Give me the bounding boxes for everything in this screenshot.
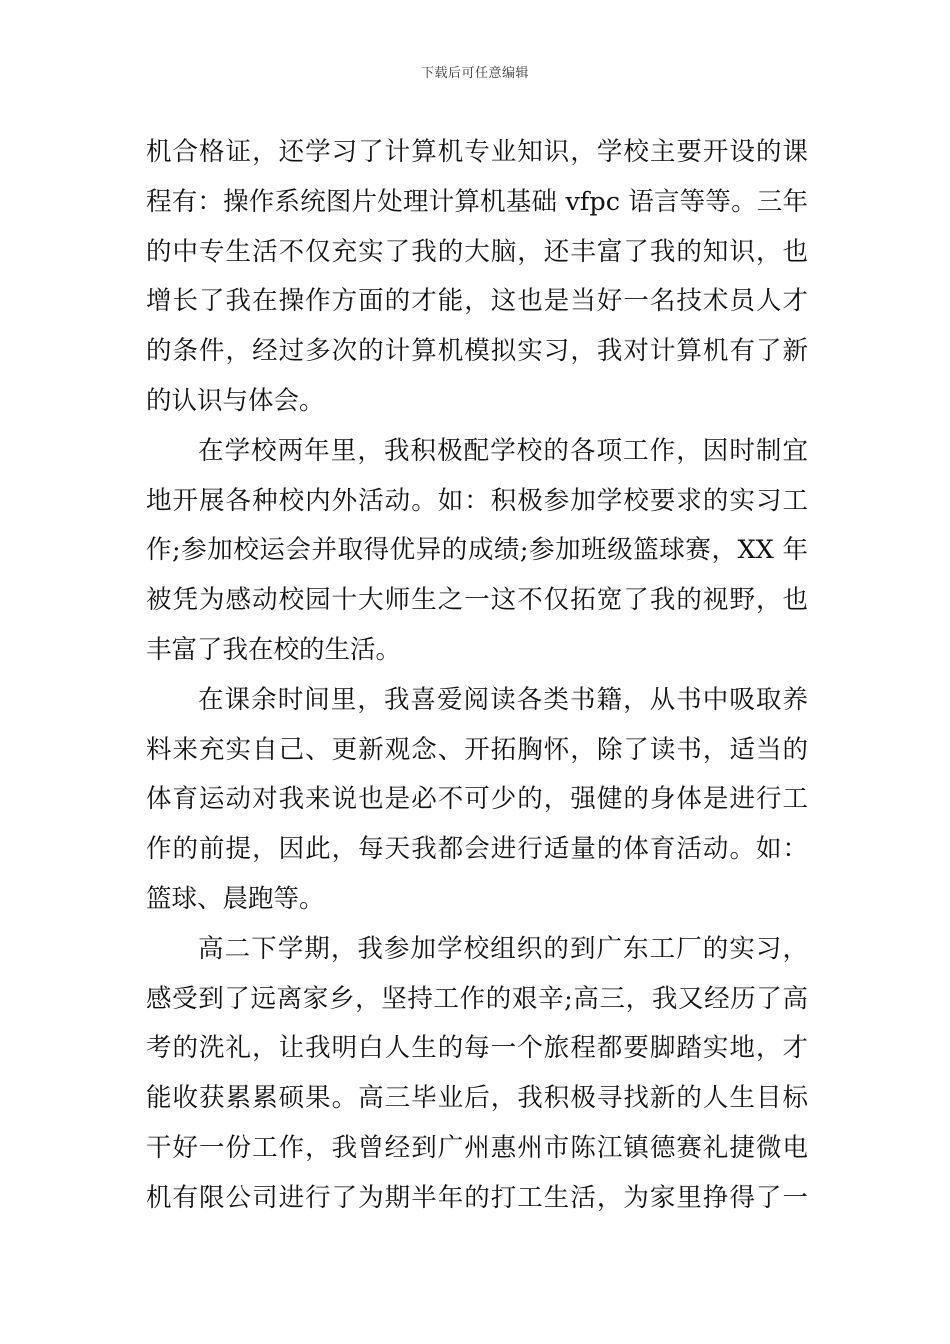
text-line: 丰富了我在校的生活。 xyxy=(146,634,402,665)
paragraph xyxy=(146,676,808,925)
text-line: 的认识与体会。 xyxy=(146,385,325,416)
paragraph xyxy=(146,925,808,1224)
text-line: 体育运动对我来说也是必不可少的，强健的身体是进行工 xyxy=(146,784,808,815)
text-line: 的条件，经过多次的计算机模拟实习，我对计算机有了新 xyxy=(146,336,808,367)
text-line: 考的洗礼，让我明白人生的每一个旅程都要脚踏实地，才 xyxy=(146,1033,808,1064)
paragraph xyxy=(146,427,808,676)
text-line: 机有限公司进行了为期半年的打工生活，为家里挣得了一 xyxy=(146,1182,808,1213)
text-line: 地开展各种校内外活动。如：积极参加学校要求的实习工 xyxy=(146,485,808,516)
text-line: 增长了我在操作方面的才能，这也是当好一名技术员人才 xyxy=(146,286,808,317)
page-header: 下载后可任意编辑 xyxy=(420,66,529,81)
text-line: 干好一份工作，我曾经到广州惠州市陈江镇德赛礼捷微电 xyxy=(146,1132,808,1163)
text-line: 料来充实自己、更新观念、开拓胸怀，除了读书，适当的 xyxy=(146,734,808,765)
text-line: 作的前提，因此，每天我都会进行适量的体育活动。如： xyxy=(146,834,808,865)
document-body xyxy=(146,128,808,1224)
text-line: 机合格证，还学习了计算机专业知识，学校主要开设的课 xyxy=(146,137,808,167)
text-line: 高二下学期，我参加学校组织的到广东工厂的实习， xyxy=(198,933,808,964)
text-line: 能收获累累硕果。高三毕业后，我积极寻找新的人生目标 xyxy=(146,1083,808,1114)
text-line: 程有：操作系统图片处理计算机基础 vfpc 语言等等。三年 xyxy=(146,186,808,217)
text-line: 的中专生活不仅充实了我的大脑，还丰富了我的知识，也 xyxy=(146,236,808,267)
text-line: 被凭为感动校园十大师生之一这不仅拓宽了我的视野，也 xyxy=(146,585,808,616)
text-line: 感受到了远离家乡，坚持工作的艰辛;高三，我又经历了高 xyxy=(146,983,808,1014)
text-line: 作;参加校运会并取得优异的成绩;参加班级篮球赛，XX 年 xyxy=(146,535,808,566)
paragraph xyxy=(146,128,808,427)
text-line: 在学校两年里，我积极配学校的各项工作，因时制宜 xyxy=(198,435,808,466)
text-line: 在课余时间里，我喜爱阅读各类书籍，从书中吸取养 xyxy=(198,684,808,715)
text-line: 篮球、晨跑等。 xyxy=(146,883,325,914)
